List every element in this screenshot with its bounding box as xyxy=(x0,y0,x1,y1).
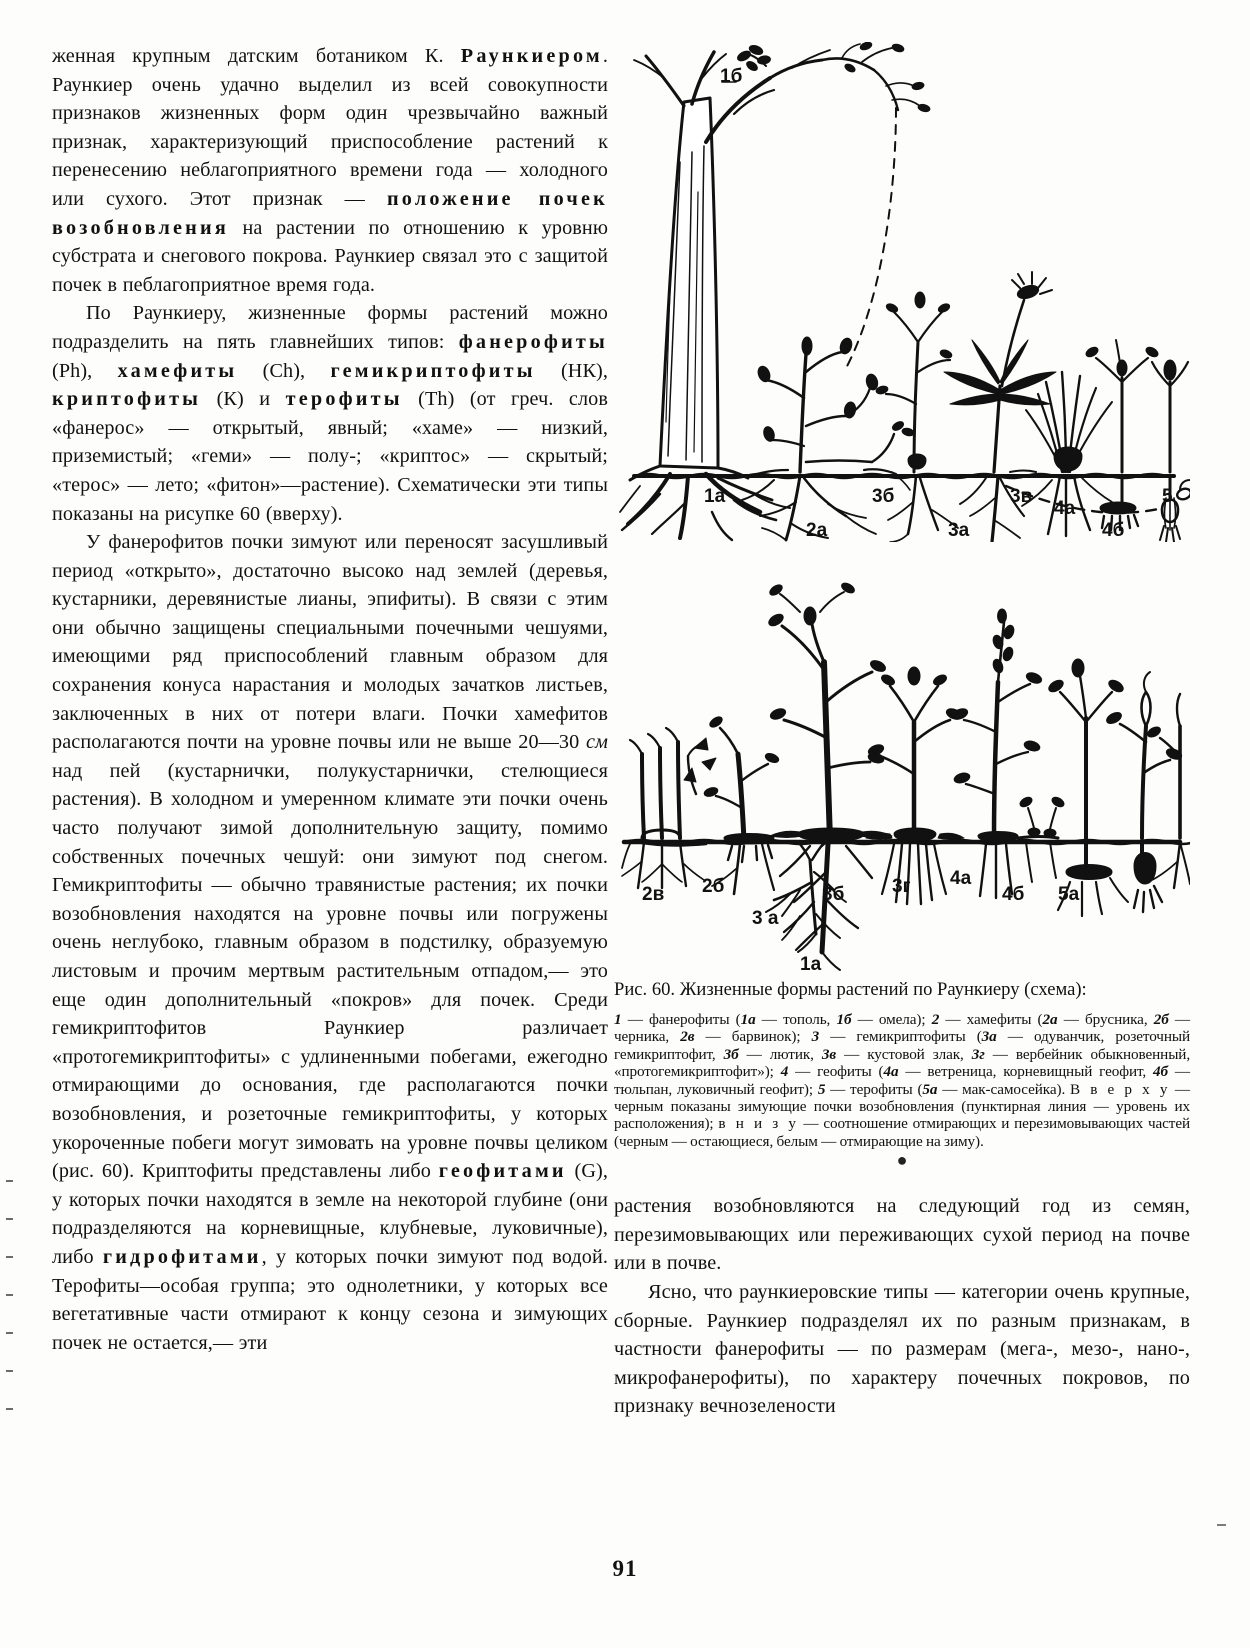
plant-4b-lower xyxy=(1105,672,1183,912)
term-therophytes: терофиты xyxy=(285,388,403,411)
scan-edge-marks xyxy=(6,1180,16,1520)
paragraph-types: По Раункиеру, жизненные формы растений можно подразделить на пять главнейших типов: фанерофиты (Ph), хамефиты (Ch), гемикриптофиты (НК), криптофиты (К) и терофиты (Th) (от греч. слов «фанерос» — открытый, явный; «хаме» — низкий, приземистый; «геми» — полу-; «криптос» — скрытый; «терос» — лето; «фитон»—растение). Схематически эти типы показаны на рисупке 60 (вверху). xyxy=(52,302,608,525)
label-2v-lower: 2в xyxy=(642,884,665,905)
label-1b: 1б xyxy=(720,66,743,87)
canopy-twigs xyxy=(822,42,931,113)
emphasis-bud-position: положение почек возобновления xyxy=(52,187,608,239)
plant-2a xyxy=(742,337,915,540)
label-3a: 3а xyxy=(948,520,970,541)
plant-3a xyxy=(944,272,1056,542)
term-hemicryptophytes: гемикриптофиты xyxy=(330,359,536,382)
label-2a: 2а xyxy=(806,520,828,541)
lower-schema-svg xyxy=(614,542,1190,972)
term-phanerophytes: фанерофиты xyxy=(458,330,608,353)
figure-60-lower xyxy=(614,542,1190,972)
label-1a: 1а xyxy=(704,486,726,507)
emphasis-raunkiaer: Раункиером xyxy=(460,45,603,67)
term-geophytes: геофитами xyxy=(438,1160,567,1183)
paragraph-continued: женная крупным датским ботаником К. Раункиером. Раункиер очень удачно выделил из всей совокупности признаков жизненных форм один чрезвычайно важный признак, характеризующий приспособление растений к перенесению неблагоприятного времени года — холодного или сухого. Этот признак — положение почек возобновления на растении по отношению к уровню субстрата и снегового покрова. Раункиер связал это с защитой почек в пеблагоприятное время года. xyxy=(52,45,608,296)
plant-5-seed xyxy=(1176,480,1190,501)
paragraph-seeds: растения возобновляются на следующий год из семян, перезимовывающих или переживающих сухой период на почве или в почве. xyxy=(614,1195,1190,1275)
label-2b-lower: 2б xyxy=(702,876,725,897)
right-column xyxy=(614,42,1190,1421)
page-number: 91 xyxy=(612,1556,638,1581)
unit-cm: см xyxy=(585,731,608,754)
plant-4a xyxy=(1084,340,1159,530)
term-cryptophytes: криптофиты xyxy=(52,388,202,411)
label-3v: 3в xyxy=(1010,486,1033,507)
plant-3g-lower xyxy=(951,609,1066,898)
scan-corner-tick xyxy=(1217,1524,1226,1526)
legend-end-dot: ● xyxy=(896,1150,908,1171)
figure-legend: 1 — фанерофиты (1а — тополь, 1б — омела); 2 — хамефиты (2а — брусника, 2б — черника, 2в — барвинок); 3 — гемикриптофиты (3а — одуванчик, розеточный гемикриптофит, 3б — лютик, 3в — кустовой злак, 3г — вербейник обыкновенный, «протогемикриптофит»); 4 — геофиты (4а — ветреница, корневищный геофит, 4б — тюльпан, луковичный геофит); 5 — терофиты (5а — мак-самосейка). В в е р х у — черным показаны зимующие почки возобновления (пунктирная линия — уровень их расположения); в н и з у — соотношение отмирающих и перезимовывающих частей (черным — остающиеся, белым — отмирающие на зиму). xyxy=(614,1011,1191,1150)
label-3g-lower: 3г xyxy=(892,876,911,897)
label-1a-lower: 1а xyxy=(800,954,822,972)
paragraph-categories: Ясно, что раункиеровские типы — категории очень крупные, сборные. Раункиер подразделял их по разным признакам, в частности фанерофиты — по размерам (мега-, мезо-, нано-, микрофанерофиты), по характеру почечных покровов, по признаку вечнозелености xyxy=(614,1281,1190,1418)
plant-4b xyxy=(1152,360,1188,542)
plant-2v-lower xyxy=(622,728,716,888)
label-4a: 4а xyxy=(1054,498,1076,519)
paragraph-description: У фанерофитов почки зимуют или переносят засушливый период «открыто», достаточно высоко над землей (деревья, кустарники, деревянистые лианы, эпифиты). В связи с этим они обычно защищены специальными почечными чешуями, имеющими ряд приспособлений главным образом для сохранения конуса нарастания и молодых зачатков листьев, заключенных в них от потери влаги. Почки хамефитов располагаются почти на уровне почвы или не выше 20—30 см над пей (кустарнички, полукустарнички, стелющиеся растения). В холодном и умеренном климате эти почки очень часто получают зимой дополнительную защиту, помимо собственных почечных чешуй: они зимуют под снегом. Гемикриптофиты — обычно травянистые растения; их почки возобновления находятся на уровне почвы или погружены очень неглубоко, главным образом в подстилку, образуемую листовым и прочим мертвым растительным отпадом,— это еще один дополнительный «покров» для почек. Среди гемикриптофитов Раункиер различает «протогемикриптофиты» с удлиненными побегами, ежегодно отмирающими до основания, где располагаются почки возобновления, и розеточные гемикриптофиты, у которых укороченные побеги могут зимовать на уровне почвы целиком (рис. 60). Криптофиты представлены либо геофитами (G), у которых почки находятся в земле на некоторой глубине (они подразделяются на корневищные, клубневые, луковичные), либо гидрофитами, у которых почки зимуют под водой. Терофиты—особая группа; это однолетники, у которых все вегетативные части отмирают к концу сезона и зимующих почек не остается,— эти xyxy=(52,531,608,1354)
label-4a-lower: 4а xyxy=(950,868,972,889)
plant-2b-lower xyxy=(703,715,780,894)
label-5: 5 xyxy=(1162,486,1173,507)
plant-4a-lower xyxy=(1047,659,1128,916)
label-4b-lower: 4б xyxy=(1002,884,1025,905)
label-5a-lower: 5а xyxy=(1058,884,1080,905)
upper-schema-svg xyxy=(614,42,1190,542)
right-body-text xyxy=(614,1192,1190,1421)
figure-60-upper xyxy=(614,42,1190,542)
term-hydrophytes: гидрофитами xyxy=(102,1245,262,1268)
term-chamaephytes: хамефиты xyxy=(117,359,238,382)
label-3b: 3б xyxy=(872,486,895,507)
label-3b-lower: 3б xyxy=(822,884,845,905)
label-4b: 4б xyxy=(1102,520,1125,541)
label-3a-lower: 3 а xyxy=(752,908,779,929)
figure-caption: Рис. 60. Жизненные формы растений по Раункиеру (схема): xyxy=(614,979,1087,1000)
left-text-column xyxy=(52,42,608,1357)
